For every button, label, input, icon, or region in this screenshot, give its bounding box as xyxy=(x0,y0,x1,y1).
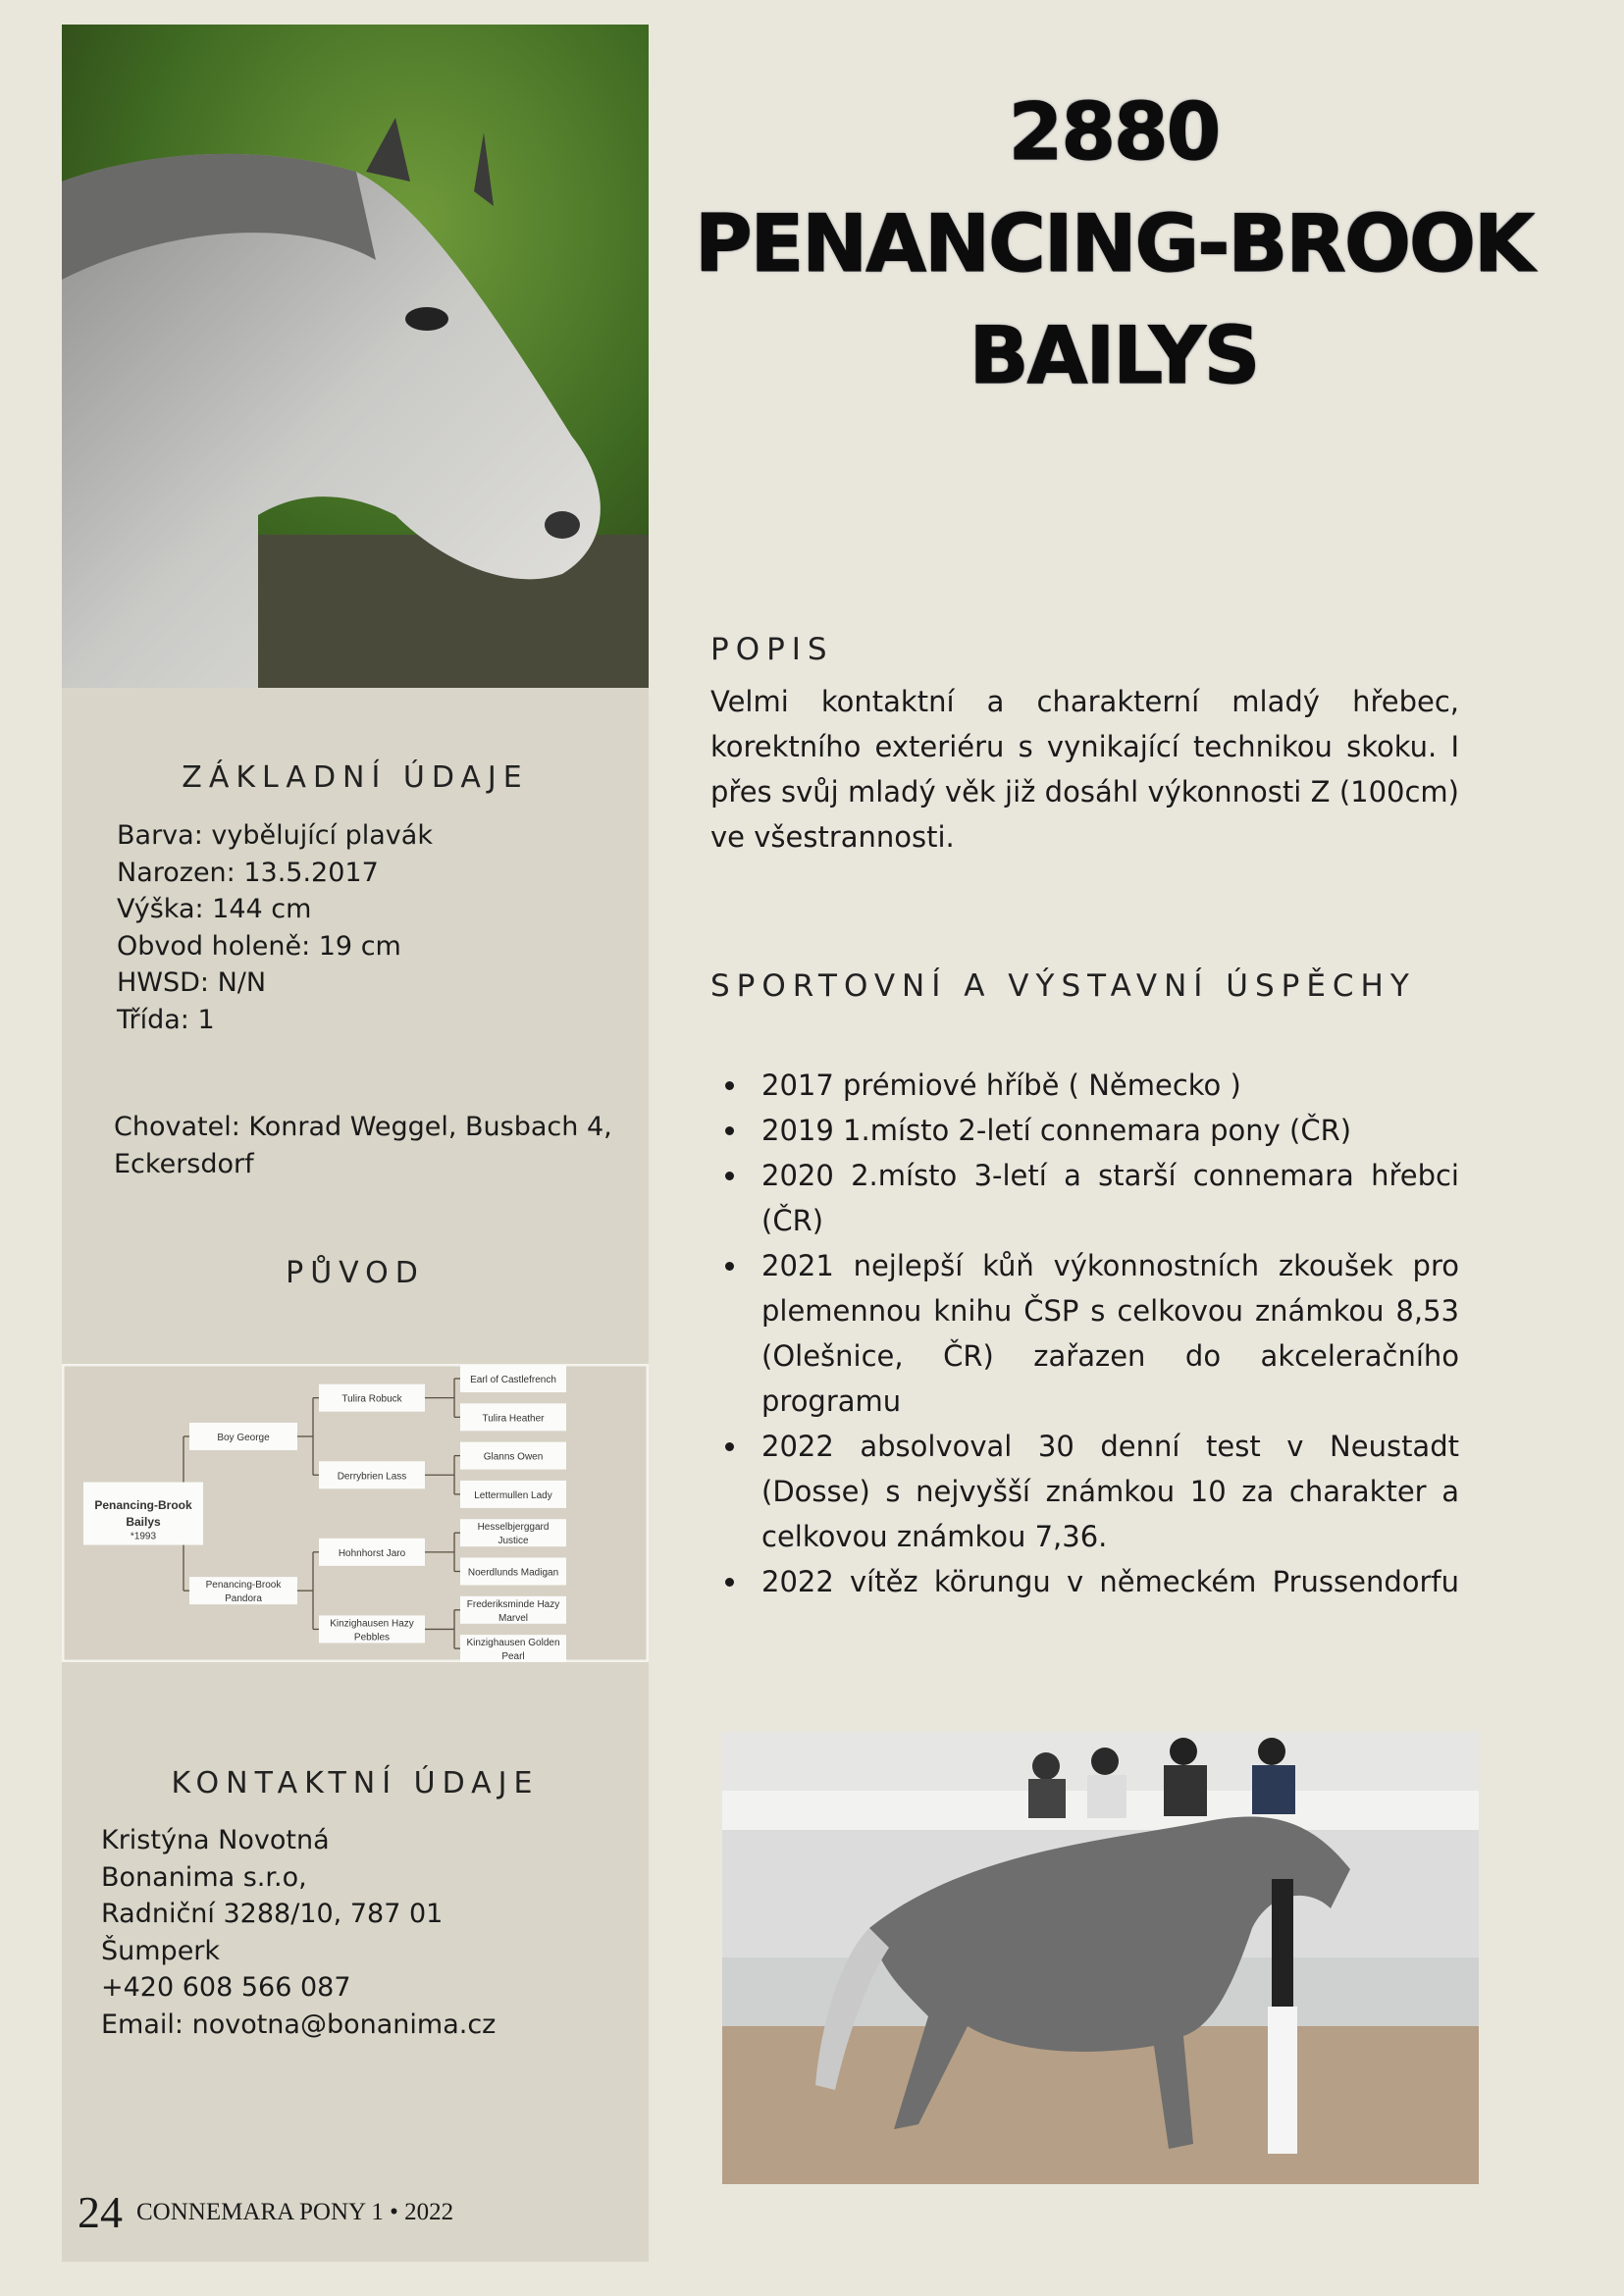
list-item xyxy=(710,1559,1459,1604)
pedigree-great-grandparent-label: Glanns Owen xyxy=(483,1451,544,1463)
pedigree-heading: PŮVOD xyxy=(286,1256,425,1290)
contact-city: Šumperk xyxy=(101,1935,221,1966)
pedigree-great-grandparent-label: Lettermullen Lady xyxy=(474,1489,552,1501)
item-text: 2022 absolvoval 30 denní test v Neustadt (Dosse) s nejvyšší známkou 10 za charakter a celkovou známkou 7,36. xyxy=(761,1430,1459,1553)
pedigree-parent-label: Pandora xyxy=(225,1593,262,1605)
page-number: 24 xyxy=(78,2187,123,2237)
pedigree-great-grandparent-label: Pearl xyxy=(501,1651,525,1662)
contact-email[interactable]: Email: novotna@bonanima.cz xyxy=(101,2009,497,2040)
horse-head-photo xyxy=(62,25,649,688)
pedigree-subject-label: Bailys xyxy=(126,1515,161,1530)
contact-company: Bonanima s.r.o, xyxy=(101,1861,307,1893)
height-field: Výška: 144 cm xyxy=(117,894,312,924)
item-text: 2019 1.místo 2-letí connemara pony (ČR) xyxy=(761,1114,1352,1147)
item-text: 2020 2.místo 3-letí a starší connemara hřebci (ČR) xyxy=(761,1159,1459,1237)
list-item xyxy=(710,1153,1459,1243)
pedigree-great-grandparent-label: Marvel xyxy=(498,1612,529,1624)
pedigree-grandparent-label: Hohnhorst Jaro xyxy=(338,1547,406,1559)
description-text: Velmi kontaktní a charakterní mladý hřebec, korektního exteriéru s vynikající technikou skoku. I přes svůj mladý věk již dosáhl výkonnosti Z (100cm) ve všestrannosti. xyxy=(710,685,1459,854)
list-item xyxy=(710,1243,1459,1424)
contact-heading: KONTAKTNÍ ÚDAJE xyxy=(171,1766,540,1800)
bullet-icon xyxy=(725,1578,734,1587)
pedigree-great-grandparent-label: Frederiksminde Hazy xyxy=(466,1598,560,1610)
basic-info-list xyxy=(117,817,433,1038)
list-item xyxy=(710,1108,1459,1153)
page-footer xyxy=(78,2186,453,2238)
breeder-line: Eckersdorf xyxy=(114,1148,254,1179)
pedigree-grandparent-label: Tulira Robuck xyxy=(341,1393,402,1405)
description-heading: POPIS xyxy=(710,632,834,667)
achievements-heading: SPORTOVNÍ A VÝSTAVNÍ ÚSPĚCHY xyxy=(710,968,1416,1004)
contact-phone[interactable]: +420 608 566 087 xyxy=(101,1972,351,2003)
pedigree-chart xyxy=(62,1364,649,1662)
horse-name-line2: BAILYS xyxy=(969,310,1259,401)
horse-name-line1: PENANCING-BROOK xyxy=(695,198,1533,289)
breeder-info xyxy=(114,1109,612,1182)
bullet-icon xyxy=(725,1442,734,1451)
pedigree-parent-label: Penancing-Brook xyxy=(205,1580,282,1592)
bullet-icon xyxy=(725,1081,734,1090)
pedigree-grandparent-label: Derrybrien Lass xyxy=(337,1471,407,1483)
pedigree-subject-year: *1993 xyxy=(130,1531,157,1542)
pedigree-parent-label: Boy George xyxy=(217,1432,270,1443)
pedigree-great-grandparent-label: Hesselbjerggard xyxy=(477,1522,550,1534)
pedigree-great-grandparent-label: Justice xyxy=(498,1536,529,1547)
color-field: Barva: vybělující plavák xyxy=(117,820,433,851)
cannon-field: Obvod holeně: 19 cm xyxy=(117,930,401,962)
horse-trotting-photo xyxy=(722,1732,1479,2184)
bullet-icon xyxy=(725,1172,734,1180)
contact-address: Radniční 3288/10, 787 01 xyxy=(101,1899,444,1929)
bullet-icon xyxy=(725,1262,734,1271)
pedigree-grandparent-label: Pebbles xyxy=(353,1632,391,1644)
basic-info-heading: ZÁKLADNÍ ÚDAJE xyxy=(182,760,529,795)
item-text: 2017 prémiové hříbě ( Německo ) xyxy=(761,1069,1241,1102)
item-text: 2021 nejlepší kůň výkonnostních zkoušek pro plemennou knihu ČSP s celkovou známkou 8,53 (Olešnice, ČR) zařazen do akceleračního programu xyxy=(761,1249,1459,1418)
pedigree-grandparent-label: Kinzighausen Hazy xyxy=(330,1618,414,1630)
list-item xyxy=(710,1424,1459,1559)
pedigree-subject-label: Penancing-Brook xyxy=(94,1498,192,1513)
pedigree-great-grandparent-label: Earl of Castlefrench xyxy=(470,1375,556,1385)
class-field: Třída: 1 xyxy=(117,1004,215,1035)
publication-title: CONNEMARA PONY 1 • 2022 xyxy=(136,2198,454,2225)
bullet-icon xyxy=(725,1126,734,1135)
page-title xyxy=(667,77,1560,412)
list-item xyxy=(710,1063,1459,1108)
birth-date-field: Narozen: 13.5.2017 xyxy=(117,857,379,888)
pedigree-great-grandparent-label: Kinzighausen Golden xyxy=(466,1638,560,1649)
breeder-line: Chovatel: Konrad Weggel, Busbach 4, xyxy=(114,1112,612,1142)
achievements-list xyxy=(710,1063,1459,1604)
contact-name: Kristýna Novotná xyxy=(101,1825,330,1855)
pedigree-great-grandparent-label: Noerdlunds Madigan xyxy=(467,1567,559,1579)
contact-info xyxy=(101,1822,496,2043)
hwsd-field: HWSD: N/N xyxy=(117,967,267,998)
pedigree-great-grandparent-label: Tulira Heather xyxy=(482,1413,545,1425)
horse-number: 2880 xyxy=(1008,86,1220,178)
item-text: 2022 vítěz körungu v německém Prussendorfu xyxy=(761,1565,1459,1598)
